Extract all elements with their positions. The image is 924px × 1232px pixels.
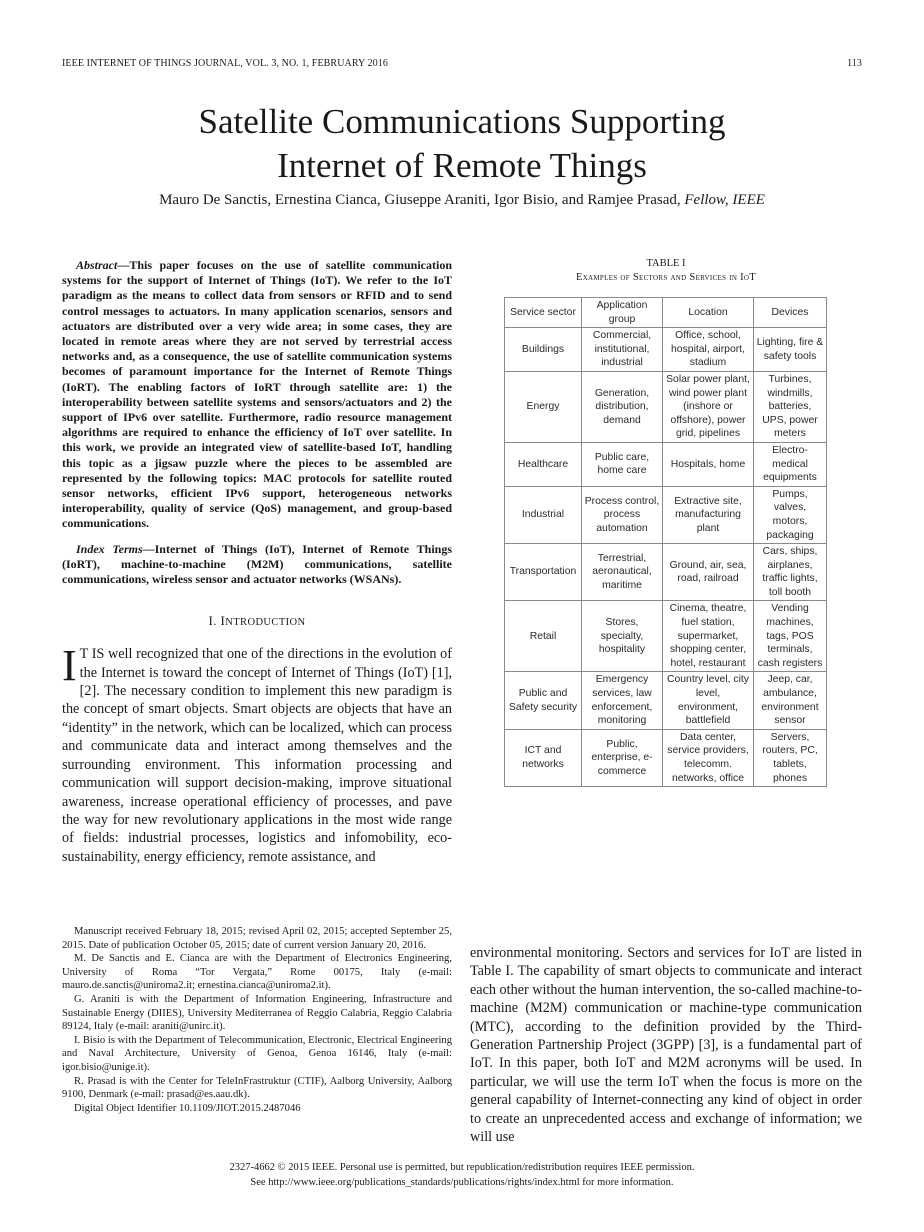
table-cell: Public care, home care [582, 442, 663, 486]
footnote: R. Prasad is with the Center for TeleInFrastruktur (CTIF), Aalborg University, Aalborg 9100, Denmark (e-mail: prasad@es.aau.dk). [62, 1075, 452, 1101]
table-cell: Emergency services, law enforcement, monitoring [582, 672, 663, 729]
table-cell: Process control, process automation [582, 486, 663, 543]
table-cell: Ground, air, sea, road, railroad [663, 544, 754, 601]
table-cell: ICT and networks [505, 729, 582, 786]
journal-name: IEEE INTERNET OF THINGS JOURNAL, VOL. 3, NO. 1, FEBRUARY 2016 [62, 58, 389, 69]
title-line-1: Satellite Communications Supporting [198, 102, 726, 141]
table-header-cell: Devices [754, 298, 827, 328]
copyright-line-2: See http://www.ieee.org/publications_standards/publications/rights/index.html for more information. [250, 1177, 674, 1188]
table-header-cell: Application group [582, 298, 663, 328]
running-head [62, 58, 862, 69]
table-cell: Public, enterprise, e-commerce [582, 729, 663, 786]
abstract-text: —This paper focuses on the use of satellite communication systems for the support of Internet of Things (IoT). We refer to the IoT paradigm as the means to collect data from sensors or RFID and to send control messages to actuators. In many application scenarios, sensors and actuators are distributed over a very wide area; in some cases, they are located in remote areas where they are not served by terrestrial access networks and, as a consequence, the use of satellite communication systems becomes of paramount importance for the Internet of Remote Things (IoRT). The enabling factors of IoRT through satellite are: 1) the interoperability between satellite systems and sensors/actuators and 2) the support of IPv6 over satellite. Furthermore, radio resource management algorithms are required to enhance the efficiency of IoT over satellite. In this work, we provide an integrated view of satellite-based IoT, handling this topic as a jigsaw puzzle where the pieces to be assembled are represented by the following topics: MAC protocols for satellite routed sensor networks, efficient IPv6 support, heterogeneous networks interoperability, quality of service (QoS) management, and group-based communications. [62, 258, 452, 531]
table-cell: Industrial [505, 486, 582, 543]
author-grade: Fellow, IEEE [684, 192, 765, 208]
author-names: Mauro De Sanctis, Ernestina Cianca, Giuseppe Araniti, Igor Bisio, and Ramjee Prasad, [159, 192, 681, 208]
footnote: G. Araniti is with the Department of Information Engineering, Infrastructure and Sustainable Energy (DIIES), University Mediterranea of Reggio Calabria, Reggio Calabria 89124, Italy (e-mail: araniti@unirc.it). [62, 993, 452, 1033]
table-cell: Buildings [505, 328, 582, 372]
abstract [62, 258, 452, 532]
table-title: Examples of Sectors and Services in IoT [575, 272, 756, 283]
body-paragraph-continued: environmental monitoring. Sectors and services for IoT are listed in Table I. The capability of smart objects to communicate and interact each other without the human intervention, the so-called machine-to-machine (M2M) communication or machine-type communication (MTC), according to the definition provided by the Third-Generation Partnership Project (3GPP) [3], is a fundamental part of IoT. In this paper, both IoT and M2M acronyms will be used. In particular, we will use the term IoT when the focus is more on the general capability of Internet-connecting any kind of object in order to create an unprecedented access and exchange of information; we will use [470, 945, 862, 1146]
table-label: TABLE I [646, 258, 686, 269]
table-cell: Retail [505, 601, 582, 672]
table-row [505, 729, 827, 786]
copyright-line-1: 2327-4662 © 2015 IEEE. Personal use is permitted, but republication/redistribution requires IEEE permission. [229, 1162, 695, 1173]
table-cell: Pumps, valves, motors, packaging [754, 486, 827, 543]
table-cell: Solar power plant, wind power plant (inshore or offshore), power grid, pipelines [663, 371, 754, 442]
table-row [505, 601, 827, 672]
footnote: I. Bisio is with the Department of Telecommunication, Electronic, Electrical Engineering and Naval Architecture, University of Genoa, Genoa 16146, Italy (e-mail: igor.bisio@unige.it). [62, 1034, 452, 1073]
table-cell: Vending machines, tags, POS terminals, cash registers [754, 601, 827, 672]
table-header-cell: Location [663, 298, 754, 328]
table-cell: Transportation [505, 544, 582, 601]
table-cell: Lighting, fire & safety tools [754, 328, 827, 372]
table-cell: Commercial, institutional, industrial [582, 328, 663, 372]
table-cell: Energy [505, 371, 582, 442]
drop-cap: I [62, 641, 77, 691]
table-cell: Terrestrial, aeronautical, maritime [582, 544, 663, 601]
footnote: M. De Sanctis and E. Cianca are with the Department of Electronics Engineering, University of Roma “Tor Vergata,” Rome 00175, Italy (e-mail: mauro.de.sanctis@uniroma2.it; ernestina.cianca@uniroma2.it). [62, 953, 452, 992]
footnote: Manuscript received February 18, 2015; revised April 02, 2015; accepted September 25, 2015. Date of publication October 05, 2015; date of current version January 20, 2016. [62, 926, 452, 951]
section-heading [62, 613, 452, 629]
table-cell: Cars, ships, airplanes, traffic lights, toll booth [754, 544, 827, 601]
table-cell: Extractive site, manufacturing plant [663, 486, 754, 543]
section-title-initial: I [220, 613, 226, 629]
table-cell: Country level, city level, environment, battlefield [663, 672, 754, 729]
table-cell: Jeep, car, ambulance, environment sensor [754, 672, 827, 729]
table-row [505, 672, 827, 729]
footnote: Digital Object Identifier 10.1109/JIOT.2015.2487046 [74, 1102, 301, 1114]
table-header-cell: Service sector [505, 298, 582, 328]
left-column [62, 258, 452, 866]
table-cell: Electro-medical equipments [754, 442, 827, 486]
table-cell: Office, school, hospital, airport, stadium [663, 328, 754, 372]
index-terms-lead: Index Terms [76, 541, 143, 556]
table-cell: Stores, specialty, hospitality [582, 601, 663, 672]
section-title-rest: NTRODUCTION [225, 617, 306, 629]
page-number: 113 [847, 58, 862, 69]
table-cell: Data center, service providers, telecomm. networks, office [663, 729, 754, 786]
paper-title [0, 100, 924, 188]
index-terms-text: —Internet of Things (IoT), Internet of Remote Things (IoRT), machine-to-machine (M2M) communications, satellite communications, wireless sensor and actuator networks (WSANs). [62, 541, 452, 587]
title-line-2: Internet of Remote Things [277, 146, 647, 185]
table-cell: Turbines, windmills, batteries, UPS, power meters [754, 371, 827, 442]
intro-paragraph [62, 641, 452, 866]
sectors-table [504, 297, 827, 787]
table-row [505, 486, 827, 543]
index-terms [62, 542, 452, 588]
copyright-notice [0, 1160, 924, 1190]
table-row [505, 544, 827, 601]
table-cell: Healthcare [505, 442, 582, 486]
section-number: I. [208, 613, 221, 629]
table-cell: Servers, routers, PC, tablets, phones [754, 729, 827, 786]
table-caption [470, 257, 862, 285]
table-cell: Hospitals, home [663, 442, 754, 486]
author-list [0, 192, 924, 209]
table-cell: Generation, distribution, demand [582, 371, 663, 442]
table-cell: Cinema, theatre, fuel station, supermarket, shopping center, hotel, restaurant [663, 601, 754, 672]
table-header-row [505, 298, 827, 328]
table-cell: Public and Safety security [505, 672, 582, 729]
table-row [505, 328, 827, 372]
abstract-lead: Abstract [76, 258, 118, 272]
table-row [505, 442, 827, 486]
footnotes [62, 925, 452, 1115]
intro-text: T IS well recognized that one of the directions in the evolution of the Internet is toward the concept of Internet of Things (IoT) [1], [2]. The necessary condition to implement this new paradigm is the concept of smart objects. Smart objects are objects that have an “identity” in the network, which can be localized, which can process and communicate data and interact among themselves and the surrounding environment. This information processing and communication will support decision-making, improve situational awareness, increase operational efficiency of processes, and pave the way for new revolutionary applications in the most wide range of fields: industrial processes, logistics and infomobility, eco-sustainability, energy efficiency, remote assistance, and [62, 646, 452, 865]
table-row [505, 371, 827, 442]
